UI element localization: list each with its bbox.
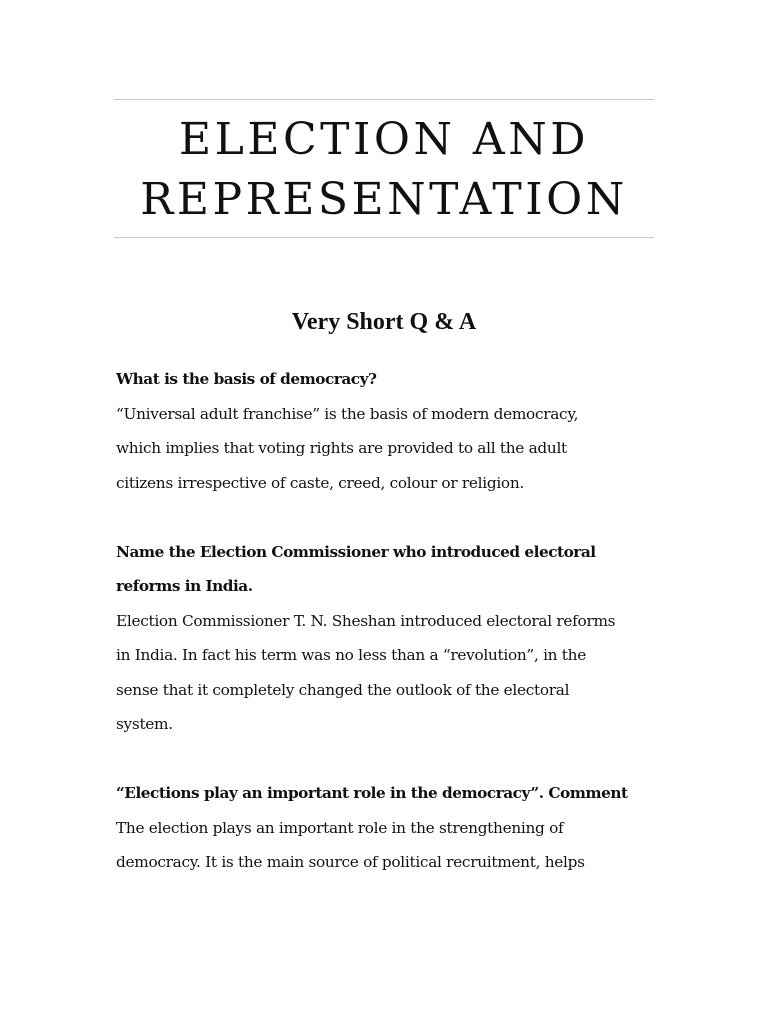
qa-item-2 (116, 535, 656, 742)
title-line-2: REPRESENTATION (140, 174, 628, 225)
question (116, 362, 656, 397)
question (116, 535, 656, 604)
answer-line: “Universal adult franchise” is the basis of modern democracy, (116, 404, 579, 423)
answer (116, 811, 656, 880)
question-line: reforms in India. (116, 577, 253, 595)
question-line: What is the basis of democracy? (116, 370, 377, 388)
answer-line: sense that it completely changed the outlook of the electoral (116, 680, 570, 699)
answer-line: which implies that voting rights are provided to all the adult (116, 439, 567, 457)
top-divider (114, 99, 654, 100)
title-line-1: ELECTION AND (179, 114, 589, 165)
section-heading: Very Short Q & A (291, 309, 477, 335)
qa-item-3 (116, 776, 656, 880)
qa-item-1 (116, 362, 656, 500)
answer-line: The election plays an important role in the strengthening of (116, 818, 564, 837)
answer-line: system. (116, 715, 173, 733)
question-line: Name the Election Commissioner who introduced electoral (116, 542, 596, 561)
bottom-divider (114, 237, 654, 238)
answer (116, 397, 656, 501)
answer-line: citizens irrespective of caste, creed, colour or religion. (116, 473, 524, 492)
answer (116, 604, 656, 742)
question (116, 776, 656, 811)
document-title (114, 110, 654, 230)
qa-content (116, 362, 656, 914)
answer-line: democracy. It is the main source of political recruitment, helps (116, 853, 585, 871)
answer-line: Election Commissioner T. N. Sheshan introduced electoral reforms (116, 611, 616, 630)
question-line: “Elections play an important role in the democracy”. Comment (116, 784, 628, 802)
answer-line: in India. In fact his term was no less than a “revolution”, in the (116, 646, 586, 664)
